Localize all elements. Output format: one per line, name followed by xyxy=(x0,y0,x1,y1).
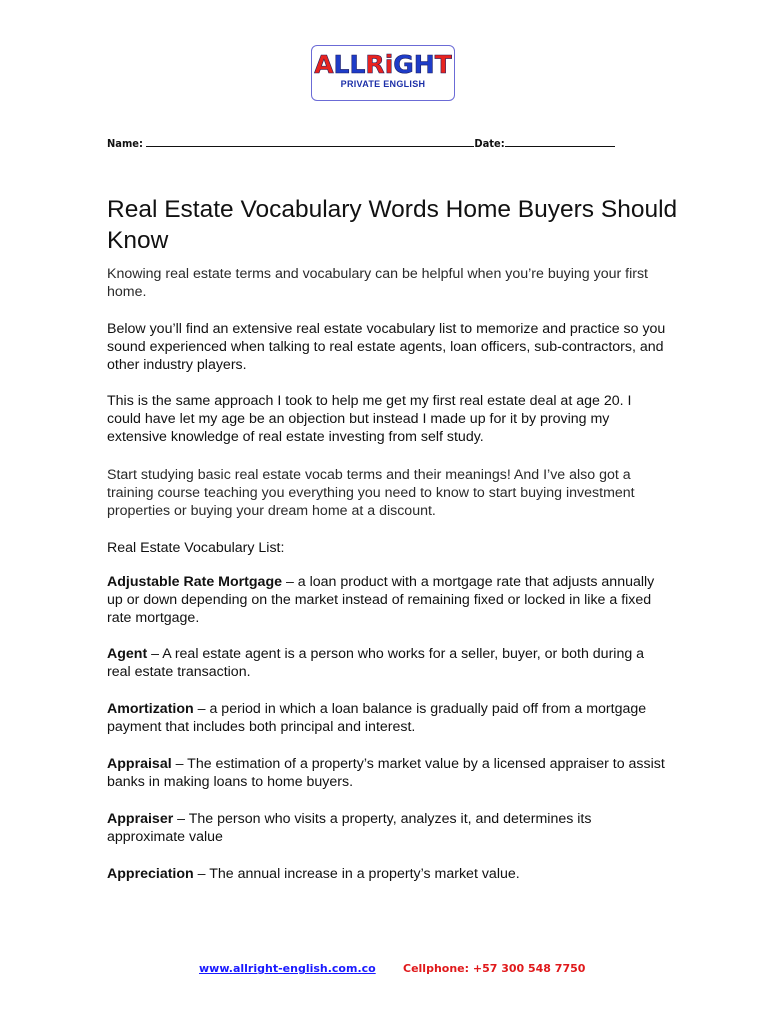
name-field[interactable] xyxy=(146,135,474,147)
vocab-definition: – a loan product with a mortgage rate that adjusts annually up or down depending on the market instead of remaining fixed or locked in like a fixed rate mortgage. xyxy=(107,574,655,626)
logo-wordmark xyxy=(312,51,454,79)
logo-letter: A xyxy=(314,50,334,79)
logo-letter: G xyxy=(393,50,414,79)
logo-letter: i xyxy=(384,50,394,79)
vocab-entry xyxy=(107,645,667,681)
vocab-entry xyxy=(107,573,667,627)
vocab-term: Agent xyxy=(107,646,148,662)
logo-letter: L xyxy=(349,50,366,79)
intro-paragraph: This is the same approach I took to help me get my first real estate deal at age 20. I could have let my age be an objection but instead I made up for it by proving my extensive knowledge of real estate investing from self study. xyxy=(107,393,632,445)
vocab-definition: – The estimation of a property’s market value by a licensed appraiser to assist banks in making loans to home buyers. xyxy=(107,756,665,790)
website-link[interactable]: www.allright-english.com.co xyxy=(199,962,376,975)
name-label: Name: xyxy=(107,137,143,150)
vocab-definition: – The annual increase in a property’s market value. xyxy=(193,866,520,882)
logo-letter: H xyxy=(413,50,435,79)
vocab-entry xyxy=(107,700,667,736)
logo-letter: L xyxy=(333,50,350,79)
vocab-entry xyxy=(107,865,667,883)
vocab-definition: – The person who visits a property, analyzes it, and determines its approximate value xyxy=(107,811,592,845)
vocab-term: Amortization xyxy=(107,701,194,717)
vocab-definition: – a period in which a loan balance is gradually paid off from a mortgage payment that includes both principal and interest. xyxy=(107,701,647,735)
intro-paragraph: Start studying basic real estate vocab terms and their meanings! And I’ve also got a training course teaching you everything you need to know to start buying investment properties or buying your dream home at a discount. xyxy=(107,467,635,519)
vocab-term: Appraiser xyxy=(107,811,174,827)
document-title: Real Estate Vocabulary Words Home Buyers Should Know xyxy=(107,196,678,254)
date-label: Date: xyxy=(474,137,505,150)
name-date-line xyxy=(107,135,615,150)
vocab-term: Appraisal xyxy=(107,756,172,772)
logo-subtitle: PRIVATE ENGLISH xyxy=(340,79,426,89)
vocab-entry xyxy=(107,810,667,846)
intro-paragraph: Below you’ll find an extensive real estate vocabulary list to memorize and practice so you sound experienced when talking to real estate agents, loan officers, sub-contractors, and other industry players. xyxy=(107,321,666,373)
vocab-definition: – A real estate agent is a person who works for a seller, buyer, or both during a real estate transaction. xyxy=(107,646,645,680)
allright-logo xyxy=(311,45,455,101)
cellphone-text: Cellphone: +57 300 548 7750 xyxy=(403,962,586,975)
vocab-term: Appreciation xyxy=(107,866,194,882)
logo-letter: R xyxy=(365,50,385,79)
vocab-entry xyxy=(107,755,667,791)
vocab-term: Adjustable Rate Mortgage xyxy=(107,574,283,590)
list-heading: Real Estate Vocabulary List: xyxy=(107,540,285,556)
date-field[interactable] xyxy=(505,135,615,147)
intro-paragraph: Knowing real estate terms and vocabulary can be helpful when you’re buying your first home. xyxy=(107,266,649,300)
logo-letter: T xyxy=(434,50,452,79)
